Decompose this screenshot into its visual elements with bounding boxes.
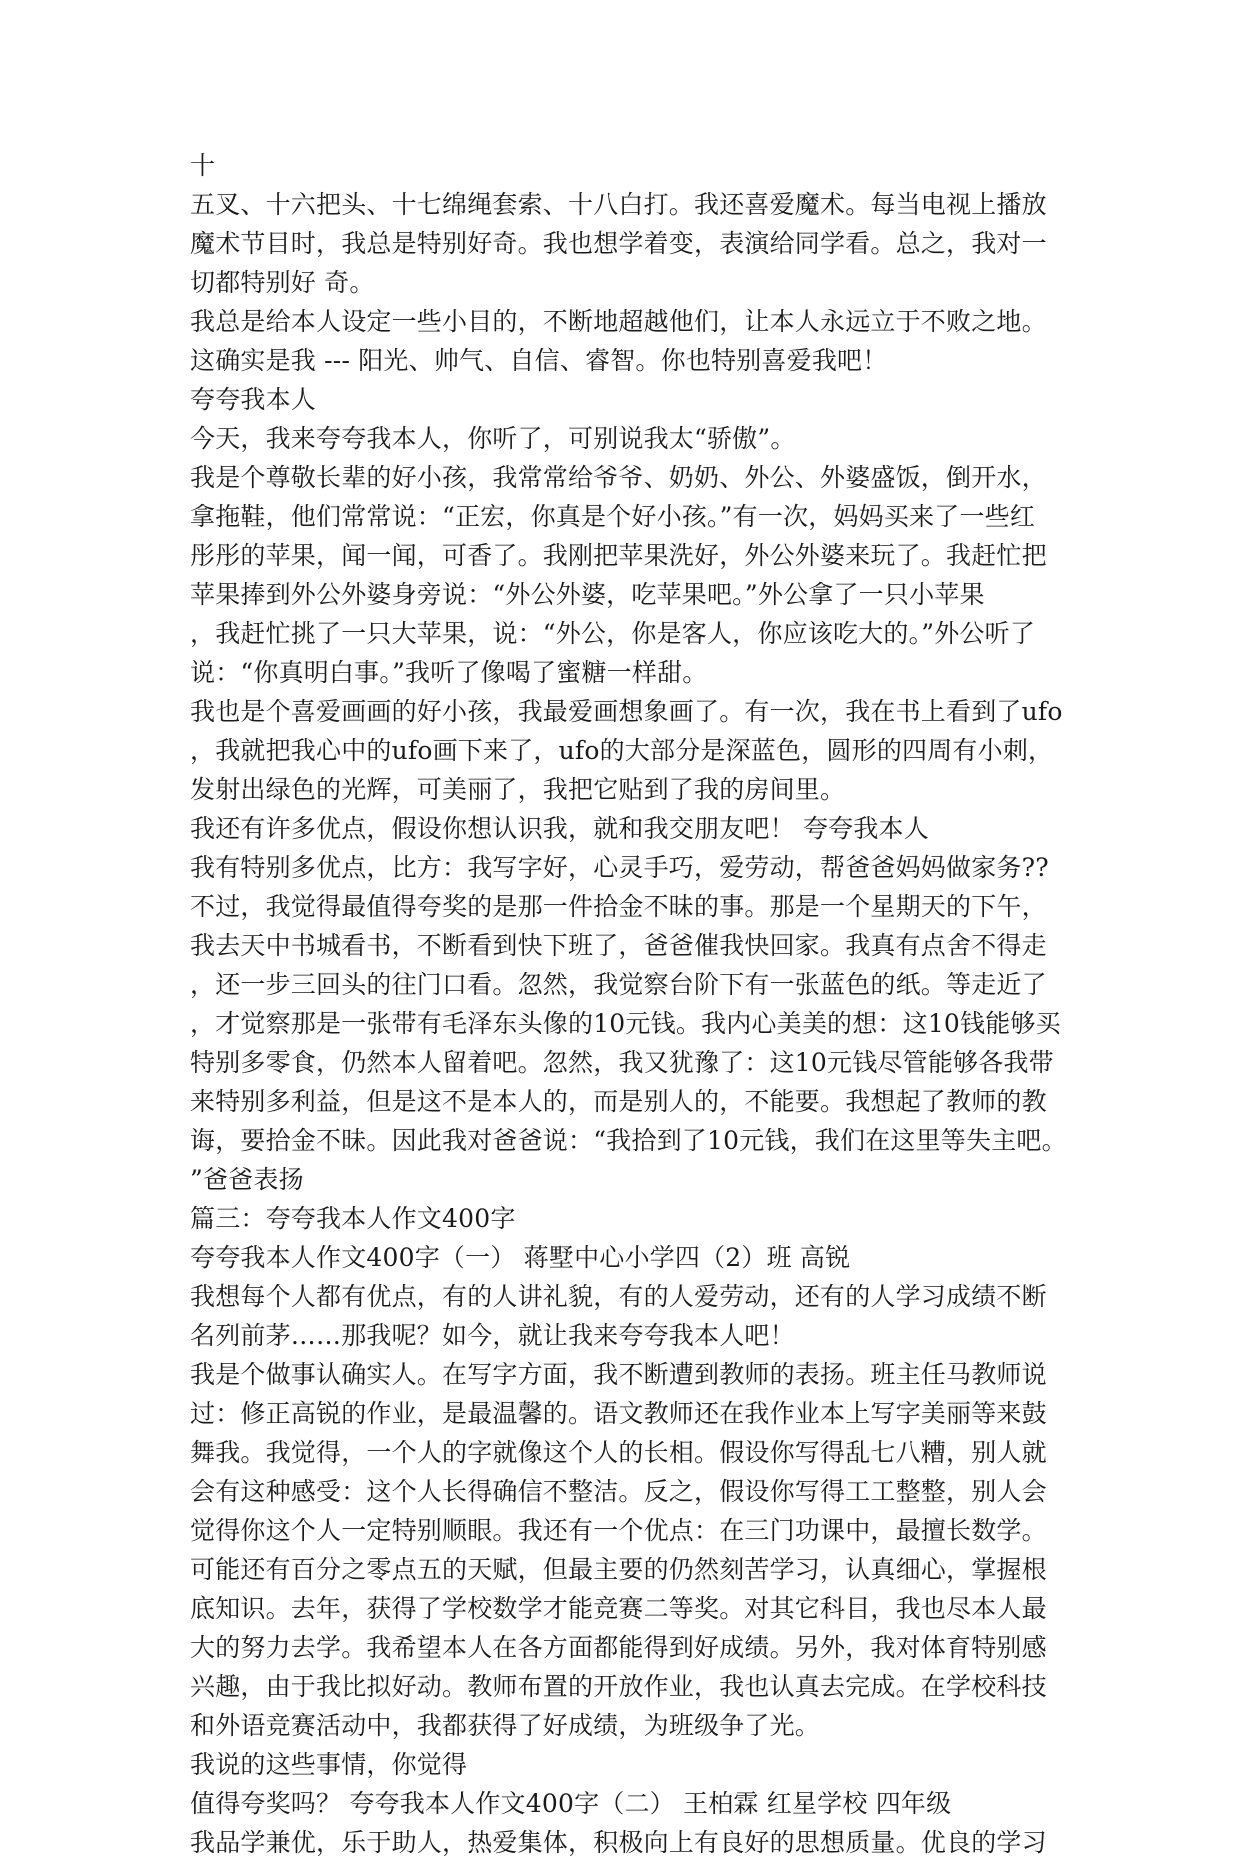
text-line: ，才觉察那是一张带有毛泽东头像的10元钱。我内心美美的想：这10钱能够买 [190,1009,1061,1038]
text-line: 这确实是我 --- 阳光、帅气、自信、睿智。你也特别喜爱我吧！ [190,346,888,375]
text-line: 我还有许多优点，假设你想认识我，就和我交朋友吧！ 夸夸我本人 [190,814,929,843]
text-line: 拿拖鞋，他们常常说：“正宏，你真是个好小孩。”有一次，妈妈买来了一些红 [190,502,1036,531]
text-line: 我是个做事认确实人。在写字方面，我不断遭到教师的表扬。班主任马教师说 [190,1360,1047,1389]
document-body [190,146,1067,1862]
text-line: 舞我。我觉得，一个人的字就像这个人的长相。假设你写得乱七八糟，别人就 [190,1438,1047,1467]
section-heading: 篇三：夸夸我本人作文400字 [190,1204,516,1233]
text-line: 魔术节目时，我总是特别好奇。我也想学着变，表演给同学看。总之，我对一 [190,229,1047,258]
text-line: 我总是给本人设定一些小目的，不断地超越他们，让本人永远立于不败之地。 [190,307,1047,336]
text-line: 会有这种感受：这个人长得确信不整洁。反之，假设你写得工工整整，别人会 [190,1477,1047,1506]
text-line: ，还一步三回头的往门口看。忽然，我觉察台阶下有一张蓝色的纸。等走近了 [190,970,1047,999]
text-line: 五叉、十六把头、十七绵绳套索、十八白打。我还喜爱魔术。每当电视上播放 [190,190,1047,219]
text-line: ，我就把我心中的ufo画下来了，ufo的大部分是深蓝色，圆形的四周有小刺， [190,736,1054,765]
text-line: 切都特别好 奇。 [190,268,375,297]
text-line: 我说的这些事情，你觉得 [190,1750,468,1779]
text-line: 我想每个人都有优点，有的人讲礼貌，有的人爱劳动，还有的人学习成绩不断 [190,1282,1047,1311]
essay-title-line: 值得夸奖吗？ 夸夸我本人作文400字（二） 王柏霖 红星学校 四年级 [190,1789,952,1818]
text-line: 我有特别多优点，比方：我写字好，心灵手巧，爱劳动，帮爸爸妈妈做家务?? [190,853,1049,882]
text-line: 大的努力去学。我希望本人在各方面都能得到好成绩。另外，我对体育特别感 [190,1633,1047,1662]
text-line: 可能还有百分之零点五的天赋，但最主要的仍然刻苦学习，认真细心，掌握根 [190,1555,1047,1584]
text-line: 兴趣，由于我比拟好动。教师布置的开放作业，我也认真去完成。在学校科技 [190,1672,1047,1701]
text-line: 我是个尊敬长辈的好小孩，我常常给爷爷、奶奶、外公、外婆盛饭，倒开水， [190,463,1047,492]
section-heading: 夸夸我本人 [190,385,317,414]
text-line: 十 [190,151,216,180]
text-line: 我也是个喜爱画画的好小孩，我最爱画想象画了。有一次，我在书上看到了ufo [190,697,1063,726]
text-line: 不过，我觉得最值得夸奖的是那一件拾金不昧的事。那是一个星期天的下午， [190,892,1047,921]
text-line: ，我赶忙挑了一只大苹果，说：“外公，你是客人，你应该吃大的。”外公听了 [190,619,1036,648]
text-line: 特别多零食，仍然本人留着吧。忽然，我又犹豫了：这10元钱尽管能够各我带 [190,1048,1054,1077]
text-line: 苹果捧到外公外婆身旁说：“外公外婆，吃苹果吧。”外公拿了一只小苹果 [190,580,985,609]
text-line: 底知识。去年，获得了学校数学才能竞赛二等奖。对其它科目，我也尽本人最 [190,1594,1047,1623]
text-line: 来特别多利益，但是这不是本人的，而是别人的，不能要。我想起了教师的教 [190,1087,1047,1116]
essay-title-line: 夸夸我本人作文400字（一） 蒋墅中心小学四（2）班 高锐 [190,1243,851,1272]
text-line: ”爸爸表扬 [190,1165,304,1194]
text-line: 诲，要拾金不昧。因此我对爸爸说：“我拾到了10元钱，我们在这里等失主吧。 [190,1126,1067,1155]
text-line: 说：“你真明白事。”我听了像喝了蜜糖一样甜。 [190,658,708,687]
text-line: 名列前茅……那我呢？如今，就让我来夸夸我本人吧！ [190,1321,795,1350]
text-line: 彤彤的苹果，闻一闻，可香了。我刚把苹果洗好，外公外婆来玩了。我赶忙把 [190,541,1047,570]
text-line: 和外语竞赛活动中，我都获得了好成绩，为班级争了光。 [190,1711,821,1740]
text-line: 觉得你这个人一定特别顺眼。我还有一个优点：在三门功课中，最擅长数学。 [190,1516,1047,1545]
text-line: 我去天中书城看书，不断看到快下班了，爸爸催我快回家。我真有点舍不得走 [190,931,1047,960]
text-line: 我品学兼优，乐于助人，热爱集体，积极向上有良好的思想质量。优良的学习 [190,1828,1047,1857]
text-line: 过：修正高锐的作业，是最温馨的。语文教师还在我作业本上写字美丽等来鼓 [190,1399,1047,1428]
text-line: 今天，我来夸夸我本人，你听了，可别说我太“骄傲”。 [190,424,796,453]
text-line: 发射出绿色的光辉，可美丽了，我把它贴到了我的房间里。 [190,775,846,804]
